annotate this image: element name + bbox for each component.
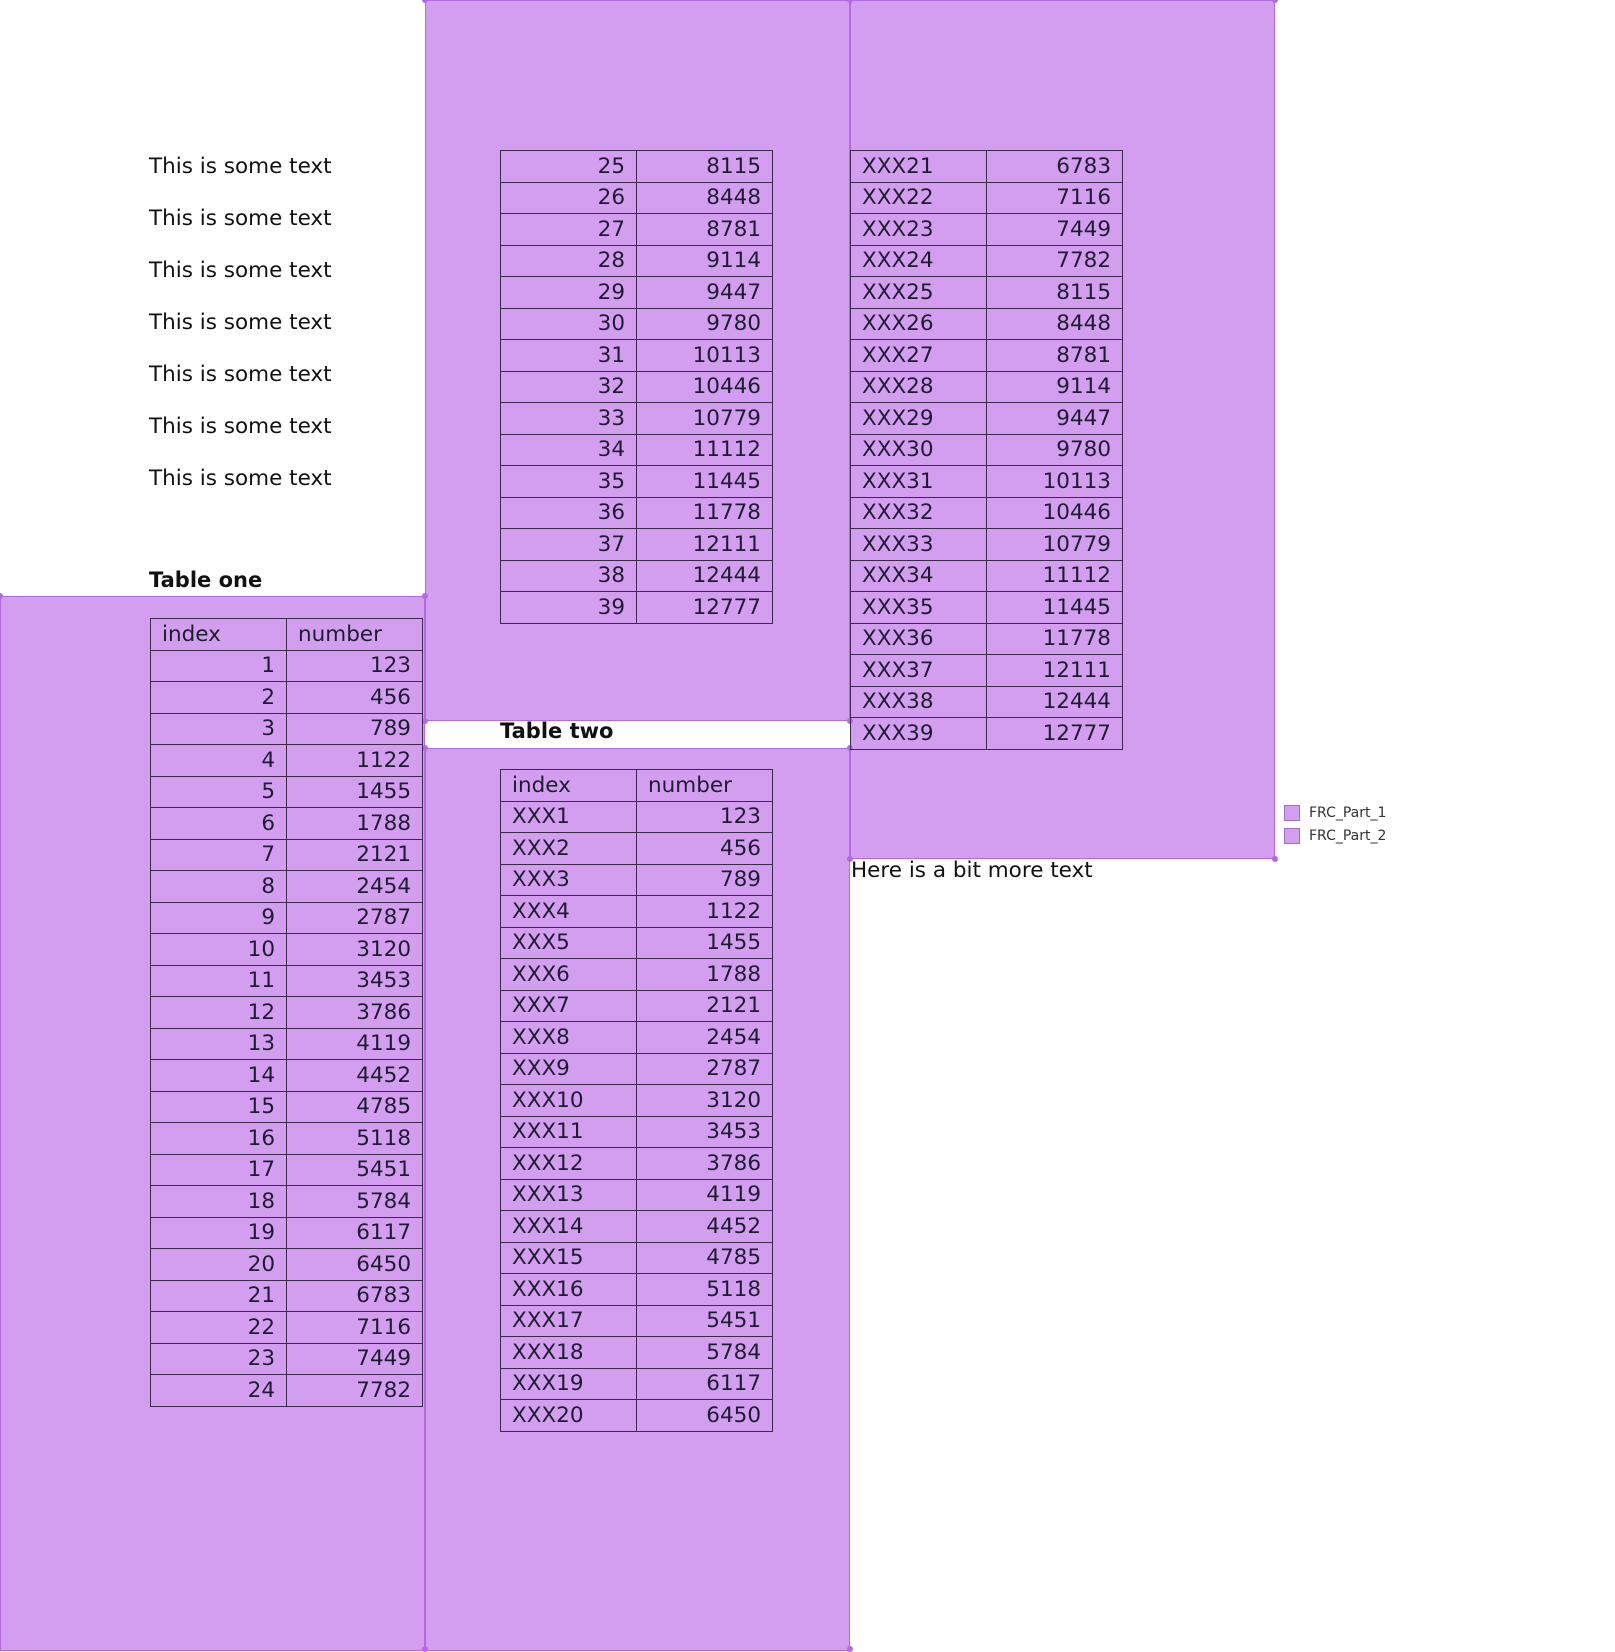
table-row: [151, 871, 423, 903]
cell-index: 38: [501, 560, 637, 592]
table-row: [151, 1312, 423, 1344]
cell-index: 26: [501, 182, 637, 214]
cell-index: 22: [151, 1312, 287, 1344]
cell-number: 2454: [287, 871, 423, 903]
cell-number: 5118: [287, 1123, 423, 1155]
table-row: [851, 308, 1123, 340]
region-handle: [422, 593, 428, 599]
cell-number: 2787: [287, 902, 423, 934]
cell-number: 12444: [987, 686, 1123, 718]
table-row: [851, 403, 1123, 435]
cell-index: 24: [151, 1375, 287, 1407]
cell-index: 32: [501, 371, 637, 403]
column-header-index: index: [501, 770, 637, 802]
cell-number: 6783: [287, 1280, 423, 1312]
table-row: [151, 1343, 423, 1375]
cell-index: 12: [151, 997, 287, 1029]
cell-index: XXX35: [851, 592, 987, 624]
table-row: [151, 650, 423, 682]
cell-number: 6450: [637, 1400, 773, 1432]
table-row: [851, 592, 1123, 624]
table-row: [501, 182, 773, 214]
cell-number: 3453: [287, 965, 423, 997]
cell-number: 789: [287, 713, 423, 745]
cell-index: 7: [151, 839, 287, 871]
region-handle: [847, 1646, 853, 1652]
table-row: [851, 371, 1123, 403]
cell-number: 10113: [637, 340, 773, 372]
cell-index: 15: [151, 1091, 287, 1123]
cell-number: 1788: [637, 959, 773, 991]
cell-number: 1122: [637, 896, 773, 928]
table-row: [501, 466, 773, 498]
cell-index: 8: [151, 871, 287, 903]
table-row: [501, 990, 773, 1022]
cell-index: 25: [501, 151, 637, 183]
cell-index: 3: [151, 713, 287, 745]
cell-index: 6: [151, 808, 287, 840]
cell-index: 39: [501, 592, 637, 624]
table-row: [851, 529, 1123, 561]
cell-index: 31: [501, 340, 637, 372]
table-row: [501, 1022, 773, 1054]
cell-index: XXX39: [851, 718, 987, 750]
cell-number: 123: [637, 801, 773, 833]
cell-index: 13: [151, 1028, 287, 1060]
table-row: [501, 1274, 773, 1306]
table-row: [851, 277, 1123, 309]
cell-index: 33: [501, 403, 637, 435]
table-row: [501, 801, 773, 833]
cell-index: 34: [501, 434, 637, 466]
paragraph: This is some text: [149, 466, 332, 491]
table-one-body: [151, 650, 423, 1406]
cell-number: 4452: [287, 1060, 423, 1092]
table-row: [151, 934, 423, 966]
paragraph: This is some text: [149, 258, 332, 283]
cell-index: XXX11: [501, 1116, 637, 1148]
cell-index: XXX29: [851, 403, 987, 435]
cell-index: XXX8: [501, 1022, 637, 1054]
table-row: [851, 560, 1123, 592]
cell-index: 1: [151, 650, 287, 682]
cell-number: 9114: [637, 245, 773, 277]
paragraph: This is some text: [149, 310, 332, 335]
cell-index: 16: [151, 1123, 287, 1155]
legend-item-frc-part-2: [1284, 828, 1386, 844]
legend-item-frc-part-1: [1284, 805, 1386, 821]
legend-label: FRC_Part_1: [1309, 805, 1387, 821]
table-row: [501, 1116, 773, 1148]
cell-index: XXX32: [851, 497, 987, 529]
cell-index: XXX5: [501, 927, 637, 959]
cell-index: XXX19: [501, 1368, 637, 1400]
cell-number: 6783: [987, 151, 1123, 183]
table-row: [501, 864, 773, 896]
table-row: [501, 245, 773, 277]
cell-number: 11112: [637, 434, 773, 466]
cell-index: XXX20: [501, 1400, 637, 1432]
cell-number: 10446: [637, 371, 773, 403]
cell-index: XXX22: [851, 182, 987, 214]
table-row: [501, 1242, 773, 1274]
table-row: [151, 808, 423, 840]
cell-number: 5451: [287, 1154, 423, 1186]
table-row: [151, 1060, 423, 1092]
cell-index: 9: [151, 902, 287, 934]
table-row: [151, 1028, 423, 1060]
cell-number: 8115: [637, 151, 773, 183]
cell-number: 10779: [987, 529, 1123, 561]
cell-number: 11445: [637, 466, 773, 498]
cell-index: 17: [151, 1154, 287, 1186]
cell-index: XXX28: [851, 371, 987, 403]
cell-number: 12111: [987, 655, 1123, 687]
cell-index: XXX14: [501, 1211, 637, 1243]
table-row: [151, 965, 423, 997]
cell-index: XXX24: [851, 245, 987, 277]
table-row: [501, 1211, 773, 1243]
cell-index: 30: [501, 308, 637, 340]
cell-index: XXX2: [501, 833, 637, 865]
cell-index: 10: [151, 934, 287, 966]
cell-index: 36: [501, 497, 637, 529]
table-row: [501, 560, 773, 592]
cell-index: XXX37: [851, 655, 987, 687]
cell-index: XXX27: [851, 340, 987, 372]
region-handle: [422, 1646, 428, 1652]
cell-number: 12444: [637, 560, 773, 592]
cell-index: 4: [151, 745, 287, 777]
table-one-continued-body: [501, 151, 773, 624]
cell-number: 10446: [987, 497, 1123, 529]
table-row: [501, 371, 773, 403]
cell-index: XXX25: [851, 277, 987, 309]
cell-index: 35: [501, 466, 637, 498]
column-header-number: number: [637, 770, 773, 802]
cell-number: 11445: [987, 592, 1123, 624]
cell-number: 1122: [287, 745, 423, 777]
cell-index: XXX13: [501, 1179, 637, 1211]
table-one-continued: [500, 150, 773, 624]
table-row: [501, 1085, 773, 1117]
table-row: [501, 1053, 773, 1085]
table-row: [851, 214, 1123, 246]
table-two-title: Table two: [500, 719, 614, 743]
cell-index: XXX1: [501, 801, 637, 833]
region-handle: [1272, 856, 1278, 862]
cell-index: 20: [151, 1249, 287, 1281]
legend-swatch: [1284, 828, 1300, 844]
table-row: [501, 592, 773, 624]
table-row: [501, 214, 773, 246]
cell-number: 7449: [987, 214, 1123, 246]
cell-index: XXX21: [851, 151, 987, 183]
cell-number: 8448: [987, 308, 1123, 340]
closing-paragraph: Here is a bit more text: [851, 858, 1093, 883]
cell-number: 11778: [637, 497, 773, 529]
cell-number: 9780: [637, 308, 773, 340]
column-header-index: index: [151, 619, 287, 651]
table-row: [151, 1186, 423, 1218]
table-row: [151, 1249, 423, 1281]
cell-number: 3120: [287, 934, 423, 966]
table-row: [501, 434, 773, 466]
cell-index: XXX3: [501, 864, 637, 896]
cell-number: 7449: [287, 1343, 423, 1375]
table-row: [851, 340, 1123, 372]
paragraph: This is some text: [149, 414, 332, 439]
cell-index: XXX26: [851, 308, 987, 340]
table-row: [851, 623, 1123, 655]
cell-number: 8115: [987, 277, 1123, 309]
cell-number: 5118: [637, 1274, 773, 1306]
table-two-continued-body: [851, 151, 1123, 750]
table-row: [501, 896, 773, 928]
cell-number: 123: [287, 650, 423, 682]
cell-index: 21: [151, 1280, 287, 1312]
paragraph: This is some text: [149, 154, 332, 179]
cell-index: 19: [151, 1217, 287, 1249]
cell-index: 14: [151, 1060, 287, 1092]
cell-number: 9114: [987, 371, 1123, 403]
table-row: [501, 277, 773, 309]
table-row: [851, 245, 1123, 277]
table-row: [501, 1179, 773, 1211]
cell-index: XXX18: [501, 1337, 637, 1369]
cell-number: 8781: [987, 340, 1123, 372]
cell-index: XXX17: [501, 1305, 637, 1337]
cell-number: 9780: [987, 434, 1123, 466]
cell-number: 5784: [287, 1186, 423, 1218]
table-row: [501, 959, 773, 991]
cell-index: XXX10: [501, 1085, 637, 1117]
cell-number: 12111: [637, 529, 773, 561]
cell-number: 5451: [637, 1305, 773, 1337]
cell-index: XXX23: [851, 214, 987, 246]
table-row: [851, 718, 1123, 750]
table-row: [851, 686, 1123, 718]
table-one-title: Table one: [149, 568, 263, 592]
paragraph: This is some text: [149, 206, 332, 231]
table-header-row: [501, 770, 773, 802]
cell-index: XXX31: [851, 466, 987, 498]
table-row: [151, 682, 423, 714]
cell-number: 6117: [287, 1217, 423, 1249]
cell-index: 37: [501, 529, 637, 561]
cell-index: XXX7: [501, 990, 637, 1022]
table-two-continued: [850, 150, 1123, 750]
cell-index: XXX30: [851, 434, 987, 466]
table-row: [501, 1337, 773, 1369]
cell-number: 2121: [637, 990, 773, 1022]
cell-number: 4452: [637, 1211, 773, 1243]
cell-number: 3120: [637, 1085, 773, 1117]
cell-number: 456: [637, 833, 773, 865]
table-row: [501, 1400, 773, 1432]
cell-index: 23: [151, 1343, 287, 1375]
cell-number: 9447: [637, 277, 773, 309]
table-row: [151, 1280, 423, 1312]
cell-index: 2: [151, 682, 287, 714]
legend-label: FRC_Part_2: [1309, 828, 1387, 844]
table-row: [151, 776, 423, 808]
cell-number: 6117: [637, 1368, 773, 1400]
table-row: [851, 182, 1123, 214]
column-header-number: number: [287, 619, 423, 651]
table-row: [151, 713, 423, 745]
table-row: [851, 434, 1123, 466]
table-row: [151, 997, 423, 1029]
cell-index: XXX33: [851, 529, 987, 561]
table-header-row: [151, 619, 423, 651]
cell-number: 3786: [637, 1148, 773, 1180]
table-row: [851, 466, 1123, 498]
region-handle: [1272, 0, 1278, 3]
table-row: [501, 529, 773, 561]
table-two-body: [501, 801, 773, 1431]
cell-index: 29: [501, 277, 637, 309]
cell-number: 5784: [637, 1337, 773, 1369]
cell-index: 28: [501, 245, 637, 277]
table-row: [151, 1154, 423, 1186]
cell-index: XXX16: [501, 1274, 637, 1306]
cell-index: XXX38: [851, 686, 987, 718]
cell-index: XXX34: [851, 560, 987, 592]
cell-number: 8781: [637, 214, 773, 246]
table-row: [851, 655, 1123, 687]
table-row: [501, 151, 773, 183]
cell-number: 9447: [987, 403, 1123, 435]
cell-number: 2787: [637, 1053, 773, 1085]
table-row: [501, 308, 773, 340]
cell-number: 4785: [637, 1242, 773, 1274]
table-row: [501, 1148, 773, 1180]
cell-index: 11: [151, 965, 287, 997]
table-row: [151, 839, 423, 871]
table-row: [151, 1217, 423, 1249]
table-row: [501, 497, 773, 529]
cell-number: 6450: [287, 1249, 423, 1281]
cell-number: 4119: [287, 1028, 423, 1060]
cell-number: 1788: [287, 808, 423, 840]
cell-number: 2121: [287, 839, 423, 871]
cell-index: XXX12: [501, 1148, 637, 1180]
cell-number: 4119: [637, 1179, 773, 1211]
cell-number: 10779: [637, 403, 773, 435]
cell-number: 1455: [287, 776, 423, 808]
cell-index: XXX36: [851, 623, 987, 655]
table-row: [501, 403, 773, 435]
table-row: [151, 1375, 423, 1407]
cell-number: 10113: [987, 466, 1123, 498]
cell-number: 1455: [637, 927, 773, 959]
table-row: [851, 151, 1123, 183]
cell-index: XXX6: [501, 959, 637, 991]
table-row: [151, 902, 423, 934]
cell-index: 18: [151, 1186, 287, 1218]
cell-index: 5: [151, 776, 287, 808]
table-row: [501, 340, 773, 372]
cell-number: 3786: [287, 997, 423, 1029]
table-two: [500, 769, 773, 1432]
cell-number: 789: [637, 864, 773, 896]
table-row: [501, 833, 773, 865]
cell-number: 12777: [637, 592, 773, 624]
table-row: [501, 927, 773, 959]
cell-index: XXX15: [501, 1242, 637, 1274]
cell-number: 12777: [987, 718, 1123, 750]
cell-index: XXX9: [501, 1053, 637, 1085]
cell-index: 27: [501, 214, 637, 246]
cell-number: 7782: [987, 245, 1123, 277]
cell-number: 7116: [987, 182, 1123, 214]
cell-number: 7782: [287, 1375, 423, 1407]
cell-number: 4785: [287, 1091, 423, 1123]
table-one: [150, 618, 423, 1407]
cell-number: 2454: [637, 1022, 773, 1054]
cell-number: 3453: [637, 1116, 773, 1148]
table-row: [151, 1123, 423, 1155]
paragraph: This is some text: [149, 362, 332, 387]
table-row: [851, 497, 1123, 529]
table-row: [501, 1368, 773, 1400]
cell-number: 11112: [987, 560, 1123, 592]
cell-number: 7116: [287, 1312, 423, 1344]
cell-number: 8448: [637, 182, 773, 214]
legend-swatch: [1284, 805, 1300, 821]
table-row: [151, 745, 423, 777]
table-row: [501, 1305, 773, 1337]
cell-number: 456: [287, 682, 423, 714]
cell-index: XXX4: [501, 896, 637, 928]
table-row: [151, 1091, 423, 1123]
cell-number: 11778: [987, 623, 1123, 655]
